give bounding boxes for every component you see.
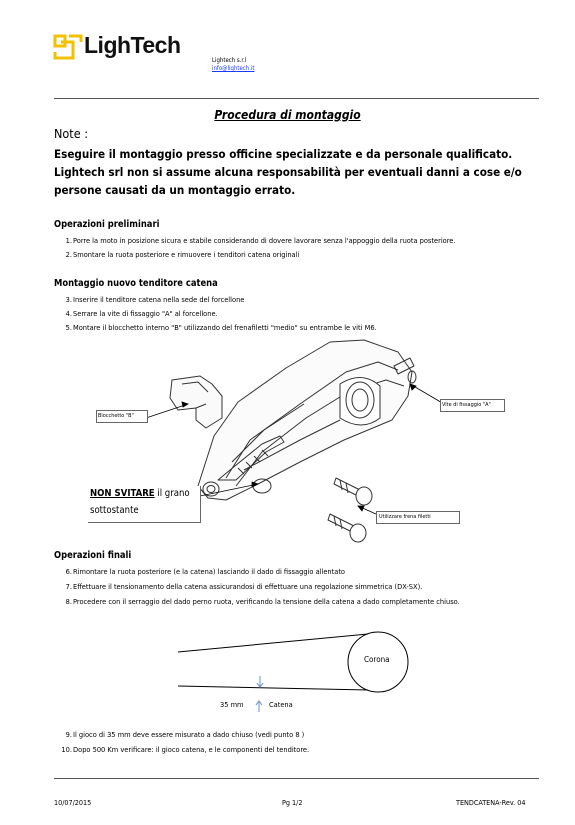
- section-heading-finali: Operazioni finali: [54, 550, 132, 561]
- page-title: Procedura di montaggio: [214, 108, 361, 122]
- label-box-blocchetto: Blocchetto "B": [96, 410, 148, 423]
- label-box-vite: Vite di fissaggio "A": [440, 399, 505, 412]
- section-heading-montaggio: Montaggio nuovo tenditore catena: [54, 278, 218, 289]
- note-label: Note :: [54, 126, 88, 141]
- corona-label: Corona: [364, 655, 390, 664]
- warning-line-1: Eseguire il montaggio presso officine specializzate e da personale qualificato.: [54, 147, 513, 161]
- footer-doc-code: TENDCATENA-Rev. 04: [456, 798, 526, 807]
- footer-divider: [54, 778, 539, 779]
- brand-name: LighTech: [84, 32, 181, 58]
- company-name: Lightech s.r.l: [212, 57, 247, 64]
- nonsvitare-second-line: sottostante: [90, 505, 139, 516]
- label-box-frenafiletti: Utilizzare frena filetti: [376, 511, 460, 524]
- company-email-link[interactable]: info@lightech.it: [212, 65, 255, 72]
- nonsvitare-bold: NON SVITARE: [90, 488, 155, 499]
- nonsvitare-rest: il grano: [154, 488, 190, 499]
- warning-line-2: Lightech srl non si assume alcuna responsabilità per eventuali danni a cose e/o persone causati da un montaggio errato.: [54, 165, 522, 197]
- catena-label: Catena: [269, 700, 293, 709]
- footer-page: Pg 1/2: [282, 798, 303, 807]
- measure-label: 35 mm: [220, 700, 244, 709]
- footer-date: 10/07/2015: [54, 798, 92, 807]
- section-heading-preliminari: Operazioni preliminari: [54, 219, 160, 230]
